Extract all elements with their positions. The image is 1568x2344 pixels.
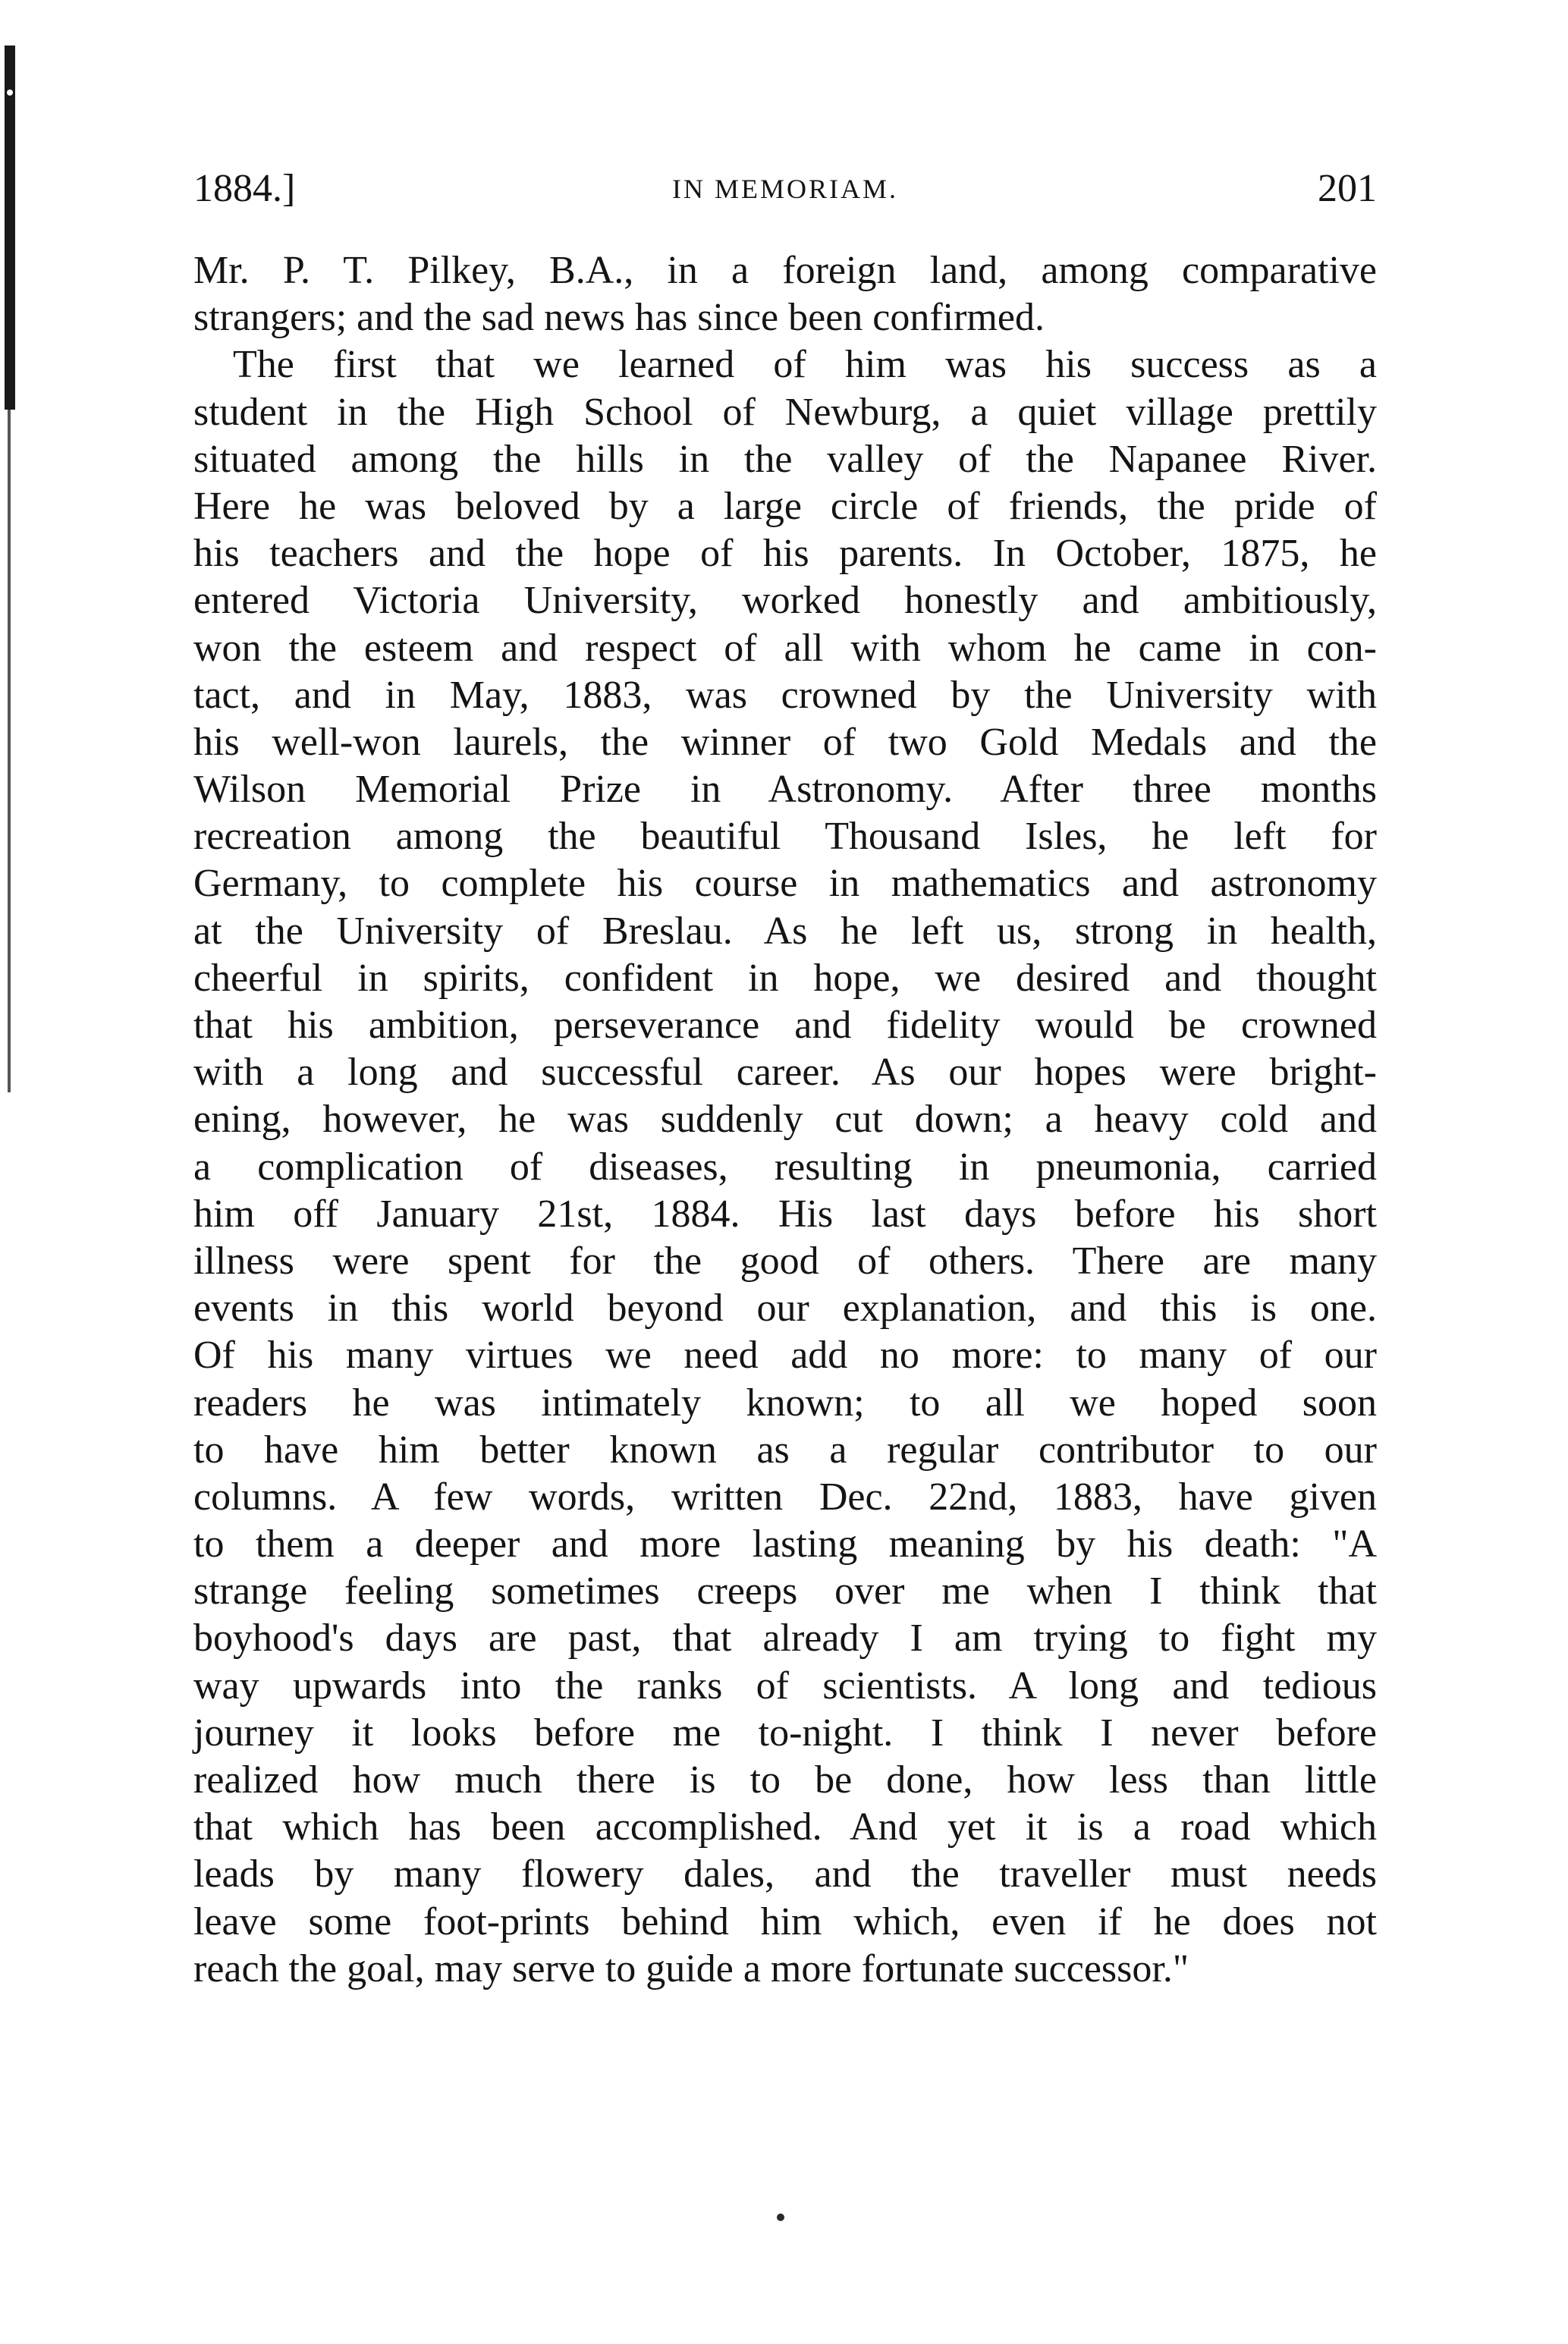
text-line-1: Mr. P. T. Pilkey, B.A., in a foreign land, among comparative <box>193 249 1377 292</box>
text-line-21: him off January 21st, 1884. His last days before his short <box>193 1192 1377 1236</box>
text-line-17: that his ambition, perseverance and fidelity would be crowned <box>193 1004 1377 1047</box>
text-line-31: way upwards into the ranks of scientists. A long and tedious <box>193 1664 1377 1708</box>
text-line-16: cheerful in spirits, confident in hope, we desired and thought <box>193 956 1377 1000</box>
text-line-28: to them a deeper and more lasting meaning by his death: "A <box>193 1522 1377 1566</box>
text-line-5: situated among the hills in the valley of the Napanee River. <box>193 437 1377 481</box>
text-line-24: Of his many virtues we need add no more: to many of our <box>193 1334 1377 1378</box>
text-line-34: that which has been accomplished. And yet it is a road which <box>193 1805 1377 1849</box>
text-line-36: leave some foot-prints behind him which, even if he does not <box>193 1899 1377 1943</box>
text-line-10: tact, and in May, 1883, was crowned by the University with <box>193 673 1377 717</box>
text-line-35: leads by many flowery dales, and the traveller must needs <box>193 1852 1377 1896</box>
text-line-2: strangers; and the sad news has since been confirmed. <box>193 296 1045 340</box>
text-line-23: events in this world beyond our explanation, and this is one. <box>193 1287 1377 1331</box>
text-line-33: realized how much there is to be done, how less than little <box>193 1758 1377 1802</box>
text-line-22: illness were spent for the good of others. There are many <box>193 1239 1377 1283</box>
text-line-25: readers he was intimately known; to all we hoped soon <box>193 1381 1377 1425</box>
text-line-9: won the esteem and respect of all with whom he came in con- <box>193 626 1377 670</box>
header-year: 1884.] <box>193 167 296 210</box>
text-line-3: The first that we learned of him was his success as a <box>233 343 1377 387</box>
running-head <box>193 162 1377 215</box>
page-number: 201 <box>1318 167 1377 210</box>
text-line-26: to have him better known as a regular contributor to our <box>193 1428 1377 1472</box>
text-line-11: his well-won laurels, the winner of two Gold Medals and the <box>193 720 1377 764</box>
text-line-6: Here he was beloved by a large circle of friends, the pride of <box>193 484 1377 528</box>
scan-edge-line <box>8 410 11 1092</box>
text-line-12: Wilson Memorial Prize in Astronomy. After three months <box>193 768 1377 812</box>
scan-edge-bar <box>5 46 15 410</box>
text-line-32: journey it looks before me to-night. I think I never before <box>193 1711 1377 1755</box>
text-line-37: reach the goal, may serve to guide a more fortunate successor." <box>193 1947 1189 1991</box>
text-line-15: at the University of Breslau. As he left us, strong in health, <box>193 909 1377 953</box>
header-title: IN MEMORIAM. <box>671 174 898 204</box>
body-text <box>193 247 1377 1993</box>
ink-dot-mark <box>777 2214 784 2221</box>
text-line-19: ening, however, he was suddenly cut down; a heavy cold and <box>193 1098 1377 1142</box>
text-line-27: columns. A few words, written Dec. 22nd, 1883, have given <box>193 1475 1377 1519</box>
text-line-8: entered Victoria University, worked honestly and ambitiously, <box>193 579 1377 623</box>
text-line-4: student in the High School of Newburg, a quiet village prettily <box>193 390 1377 434</box>
text-line-20: a complication of diseases, resulting in pneumonia, carried <box>193 1145 1377 1189</box>
text-line-14: Germany, to complete his course in mathematics and astronomy <box>193 862 1377 906</box>
scan-edge-hole <box>7 90 13 96</box>
text-line-7: his teachers and the hope of his parents. In October, 1875, he <box>193 532 1377 576</box>
text-line-30: boyhood's days are past, that already I am trying to fight my <box>193 1617 1377 1661</box>
scan-edge-shadow <box>0 0 15 2344</box>
text-line-29: strange feeling sometimes creeps over me when I think that <box>193 1569 1377 1613</box>
text-line-13: recreation among the beautiful Thousand Isles, he left for <box>193 815 1377 859</box>
text-line-18: with a long and successful career. As our hopes were bright- <box>193 1051 1377 1095</box>
